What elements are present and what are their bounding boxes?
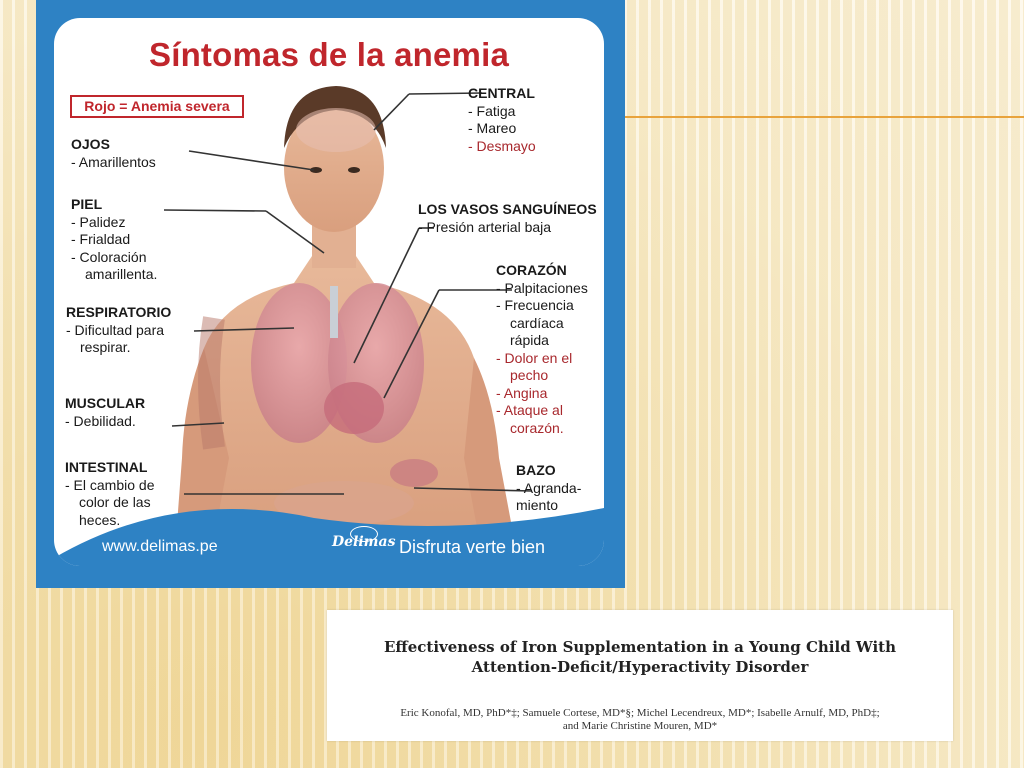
- symptom-item: - Mareo: [468, 120, 517, 136]
- symptom-item: - Presión arterial baja: [418, 218, 552, 235]
- symptom-item: - Debilidad.: [65, 412, 136, 429]
- symptom-item: miento: [516, 497, 559, 513]
- symptom-item: - Frialdad: [71, 231, 131, 247]
- symptom-item: - Amarillentos: [71, 153, 156, 170]
- group-heading: CORAZÓN: [496, 262, 567, 278]
- symptom-group-respiratorio: [66, 304, 171, 357]
- paper-authors-line: Eric Konofal, MD, PhD*‡; Samuele Cortese, MD*§; Michel Lecendreux, MD*; Isabelle Arnulf, MD, PhD‡;: [400, 707, 880, 719]
- symptom-item: - Palidez: [71, 213, 126, 230]
- group-heading: MUSCULAR: [65, 395, 146, 411]
- severity-legend: Rojo = Anemia severa: [70, 95, 244, 118]
- severe-symptom-item: - Ataque al: [496, 402, 563, 418]
- symptom-item: - Coloración: [71, 248, 147, 265]
- symptom-item: - Fatiga: [468, 102, 516, 119]
- group-heading: LOS VASOS SANGUÍNEOS: [418, 201, 597, 217]
- website-url[interactable]: www.delimas.pe: [102, 538, 218, 555]
- symptom-item: rápida: [510, 332, 549, 348]
- symptom-group-intestinal: [65, 459, 154, 529]
- paper-title: [327, 637, 953, 677]
- paper-authors: [327, 707, 953, 733]
- symptom-item: color de las: [79, 494, 151, 510]
- symptom-group-piel: [71, 196, 157, 284]
- severe-symptom-item: - Angina: [496, 384, 548, 401]
- symptom-item: respirar.: [80, 339, 131, 355]
- infographic-title: Síntomas de la anemia: [149, 36, 509, 73]
- symptom-item: - Agranda-: [516, 479, 582, 496]
- group-heading: OJOS: [71, 136, 110, 152]
- symptom-group-bazo: [516, 462, 581, 515]
- symptom-item: heces.: [79, 511, 121, 528]
- severe-symptom-item: corazón.: [510, 419, 564, 436]
- paper-title-line: Attention-Deficit/Hyperactivity Disorder: [471, 658, 809, 676]
- symptom-item: - Frecuencia: [496, 297, 574, 313]
- symptom-item: cardíaca: [510, 314, 564, 331]
- symptom-group-vasos: [418, 201, 597, 236]
- symptom-group-corazon: [496, 262, 588, 437]
- symptom-group-central: [468, 85, 536, 155]
- group-heading: CENTRAL: [468, 85, 535, 101]
- anemia-infographic: [36, 0, 625, 588]
- severe-symptom-item: - Desmayo: [468, 137, 536, 154]
- paper-reference-card: [327, 610, 953, 741]
- severe-symptom-item: pecho: [510, 367, 549, 383]
- brand-logo: Delimas: [332, 534, 396, 550]
- symptom-group-muscular: [65, 395, 145, 430]
- symptom-item: - El cambio de: [65, 476, 155, 493]
- symptom-item: - Dificultad para: [66, 321, 165, 338]
- paper-title-line: Effectiveness of Iron Supplementation in a Young Child With: [383, 638, 897, 656]
- severe-symptom-item: - Dolor en el: [496, 349, 573, 366]
- symptom-item: amarillenta.: [85, 266, 158, 282]
- symptom-group-ojos: [71, 136, 156, 171]
- symptom-item: - Palpitaciones: [496, 279, 588, 296]
- accent-divider-line: [625, 116, 1024, 118]
- group-heading: PIEL: [71, 196, 103, 212]
- group-heading: INTESTINAL: [65, 459, 148, 475]
- brand-slogan: Disfruta verte bien: [399, 537, 546, 557]
- group-heading: RESPIRATORIO: [66, 304, 172, 320]
- group-heading: BAZO: [516, 462, 556, 478]
- paper-authors-line: and Marie Christine Mouren, MD*: [562, 720, 718, 732]
- infographic-panel: [54, 18, 604, 566]
